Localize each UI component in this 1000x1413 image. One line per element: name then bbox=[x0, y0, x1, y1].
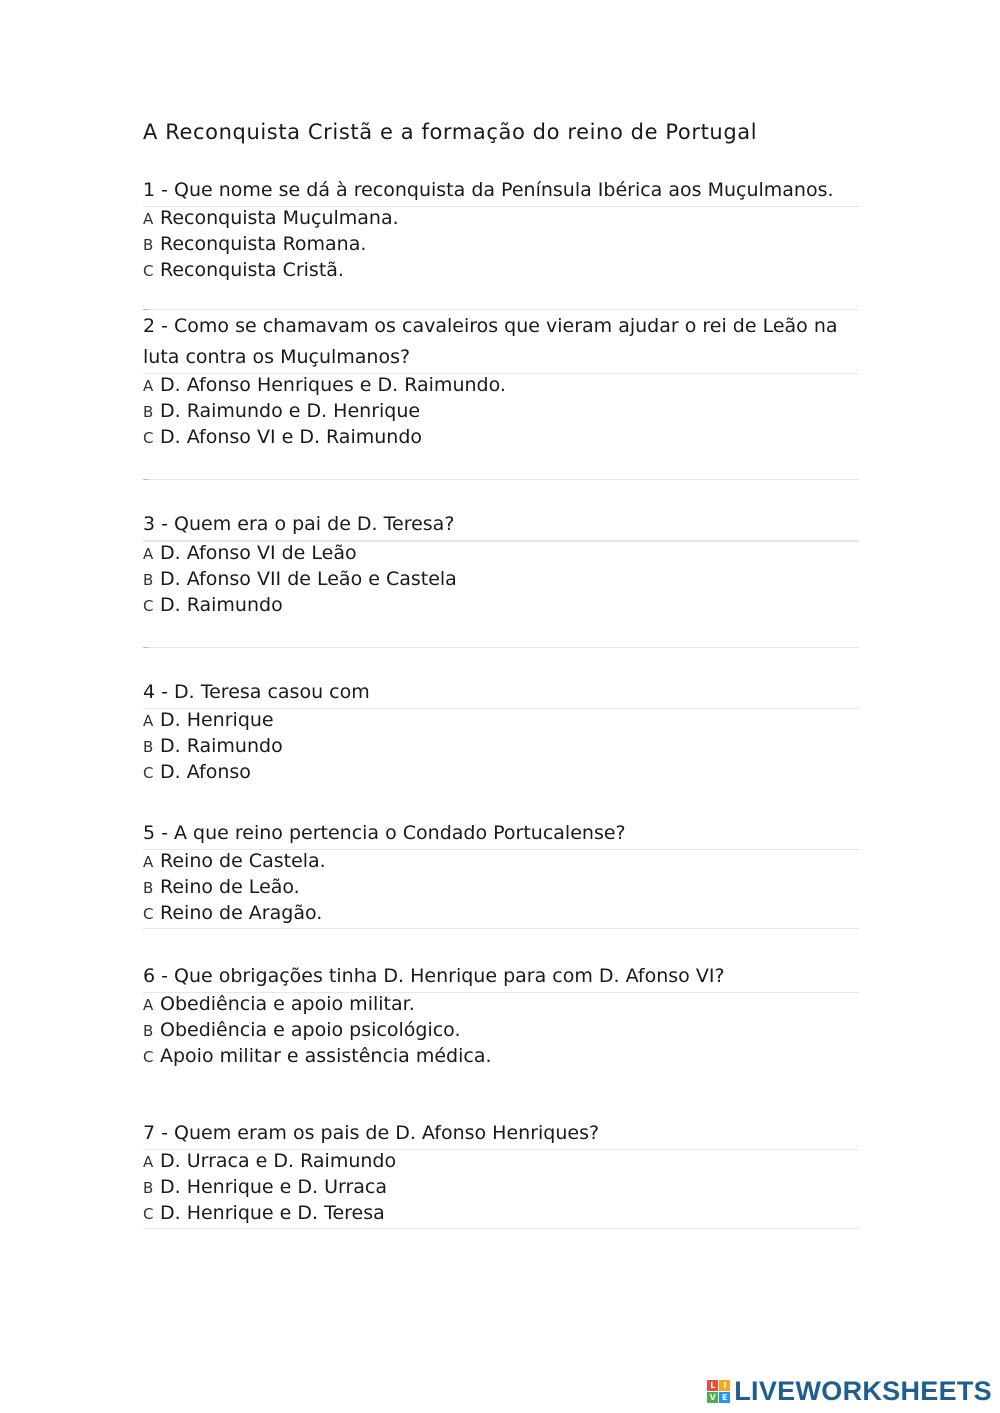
option-a[interactable] bbox=[143, 993, 859, 1019]
question-text: 7 - Quem eram os pais de D. Afonso Henriques? bbox=[143, 1122, 600, 1144]
option-text: D. Urraca e D. Raimundo bbox=[160, 1150, 397, 1172]
option-c[interactable] bbox=[143, 1202, 859, 1228]
question-5 bbox=[143, 818, 859, 929]
option-letter: A bbox=[143, 1153, 154, 1171]
option-b[interactable] bbox=[143, 876, 859, 902]
question-text: 3 - Quem era o pai de D. Teresa? bbox=[143, 513, 455, 535]
option-text: D. Henrique e D. Urraca bbox=[160, 1176, 388, 1198]
option-letter: C bbox=[143, 764, 154, 782]
divider bbox=[143, 309, 859, 310]
divider bbox=[143, 1228, 859, 1229]
question-2 bbox=[143, 311, 859, 452]
question-1 bbox=[143, 175, 859, 285]
option-text: Obediência e apoio psicológico. bbox=[160, 1019, 461, 1041]
option-letter: B bbox=[143, 879, 154, 897]
option-b[interactable] bbox=[143, 735, 859, 761]
option-text: Reino de Castela. bbox=[160, 850, 326, 872]
option-c[interactable] bbox=[143, 761, 859, 787]
option-text: D. Raimundo bbox=[160, 735, 283, 757]
option-text: Reino de Leão. bbox=[160, 876, 300, 898]
option-a[interactable] bbox=[143, 542, 859, 568]
question-3 bbox=[143, 509, 859, 620]
option-letter: B bbox=[143, 571, 154, 589]
liveworksheets-logo bbox=[707, 1376, 992, 1407]
option-letter: C bbox=[143, 597, 154, 615]
option-text: D. Henrique bbox=[160, 709, 274, 731]
option-a[interactable] bbox=[143, 709, 859, 735]
option-text: D. Afonso VII de Leão e Castela bbox=[160, 568, 457, 590]
option-letter: B bbox=[143, 1022, 154, 1040]
logo-mark-letter: E bbox=[719, 1392, 730, 1403]
option-letter: A bbox=[143, 545, 154, 563]
logo-text: LIVEWORKSHEETS bbox=[734, 1376, 992, 1406]
option-a[interactable] bbox=[143, 374, 859, 400]
option-text: Reconquista Romana. bbox=[160, 233, 367, 255]
option-b[interactable] bbox=[143, 1176, 859, 1202]
option-text: D. Afonso VI e D. Raimundo bbox=[160, 426, 423, 448]
option-letter: A bbox=[143, 996, 154, 1014]
option-letter: B bbox=[143, 236, 154, 254]
question-text: 4 - D. Teresa casou com bbox=[143, 681, 370, 703]
option-c[interactable] bbox=[143, 259, 859, 285]
option-letter: A bbox=[143, 377, 154, 395]
option-c[interactable] bbox=[143, 902, 859, 928]
option-c[interactable] bbox=[143, 1045, 859, 1071]
divider bbox=[143, 479, 859, 480]
option-b[interactable] bbox=[143, 400, 859, 426]
question-7 bbox=[143, 1118, 859, 1229]
logo-mark-letter: I bbox=[719, 1380, 730, 1391]
option-b[interactable] bbox=[143, 1019, 859, 1045]
option-letter: A bbox=[143, 853, 154, 871]
option-a[interactable] bbox=[143, 1150, 859, 1176]
option-a[interactable] bbox=[143, 207, 859, 233]
divider bbox=[143, 928, 859, 929]
question-4 bbox=[143, 677, 859, 787]
divider-tick bbox=[143, 309, 149, 310]
option-letter: C bbox=[143, 262, 154, 280]
option-letter: C bbox=[143, 429, 154, 447]
option-letter: C bbox=[143, 1205, 154, 1223]
option-letter: A bbox=[143, 712, 154, 730]
question-6 bbox=[143, 961, 859, 1071]
option-text: D. Afonso VI de Leão bbox=[160, 542, 357, 564]
option-c[interactable] bbox=[143, 426, 859, 452]
option-letter: C bbox=[143, 1048, 154, 1066]
logo-mark-icon bbox=[707, 1380, 730, 1403]
worksheet-title: A Reconquista Cristã e a formação do reino de Portugal bbox=[143, 120, 758, 144]
option-text: Reconquista Cristã. bbox=[160, 259, 344, 281]
option-text: D. Afonso bbox=[160, 761, 251, 783]
question-text: 2 - Como se chamavam os cavaleiros que vieram ajudar o rei de Leão na luta contra os Muçulmanos? bbox=[143, 315, 838, 368]
divider bbox=[143, 647, 859, 648]
divider-tick bbox=[143, 479, 149, 480]
option-text: Apoio militar e assistência médica. bbox=[160, 1045, 492, 1067]
option-a[interactable] bbox=[143, 850, 859, 876]
question-text: 6 - Que obrigações tinha D. Henrique para com D. Afonso VI? bbox=[143, 965, 725, 987]
option-c[interactable] bbox=[143, 594, 859, 620]
option-letter: B bbox=[143, 1179, 154, 1197]
option-text: Reconquista Muçulmana. bbox=[160, 207, 399, 229]
question-text: 5 - A que reino pertencia o Condado Portucalense? bbox=[143, 822, 626, 844]
option-letter: A bbox=[143, 210, 154, 228]
logo-mark-letter: V bbox=[707, 1392, 718, 1403]
option-b[interactable] bbox=[143, 233, 859, 259]
option-letter: B bbox=[143, 738, 154, 756]
logo-mark-letter: L bbox=[707, 1380, 718, 1391]
option-letter: C bbox=[143, 905, 154, 923]
option-text: D. Raimundo e D. Henrique bbox=[160, 400, 421, 422]
question-text: 1 - Que nome se dá à reconquista da Península Ibérica aos Muçulmanos. bbox=[143, 179, 834, 201]
option-text: D. Henrique e D. Teresa bbox=[160, 1202, 385, 1224]
option-b[interactable] bbox=[143, 568, 859, 594]
divider-tick bbox=[143, 647, 149, 648]
option-text: Reino de Aragão. bbox=[160, 902, 323, 924]
option-letter: B bbox=[143, 403, 154, 421]
option-text: D. Afonso Henriques e D. Raimundo. bbox=[160, 374, 506, 396]
option-text: D. Raimundo bbox=[160, 594, 283, 616]
option-text: Obediência e apoio militar. bbox=[160, 993, 415, 1015]
